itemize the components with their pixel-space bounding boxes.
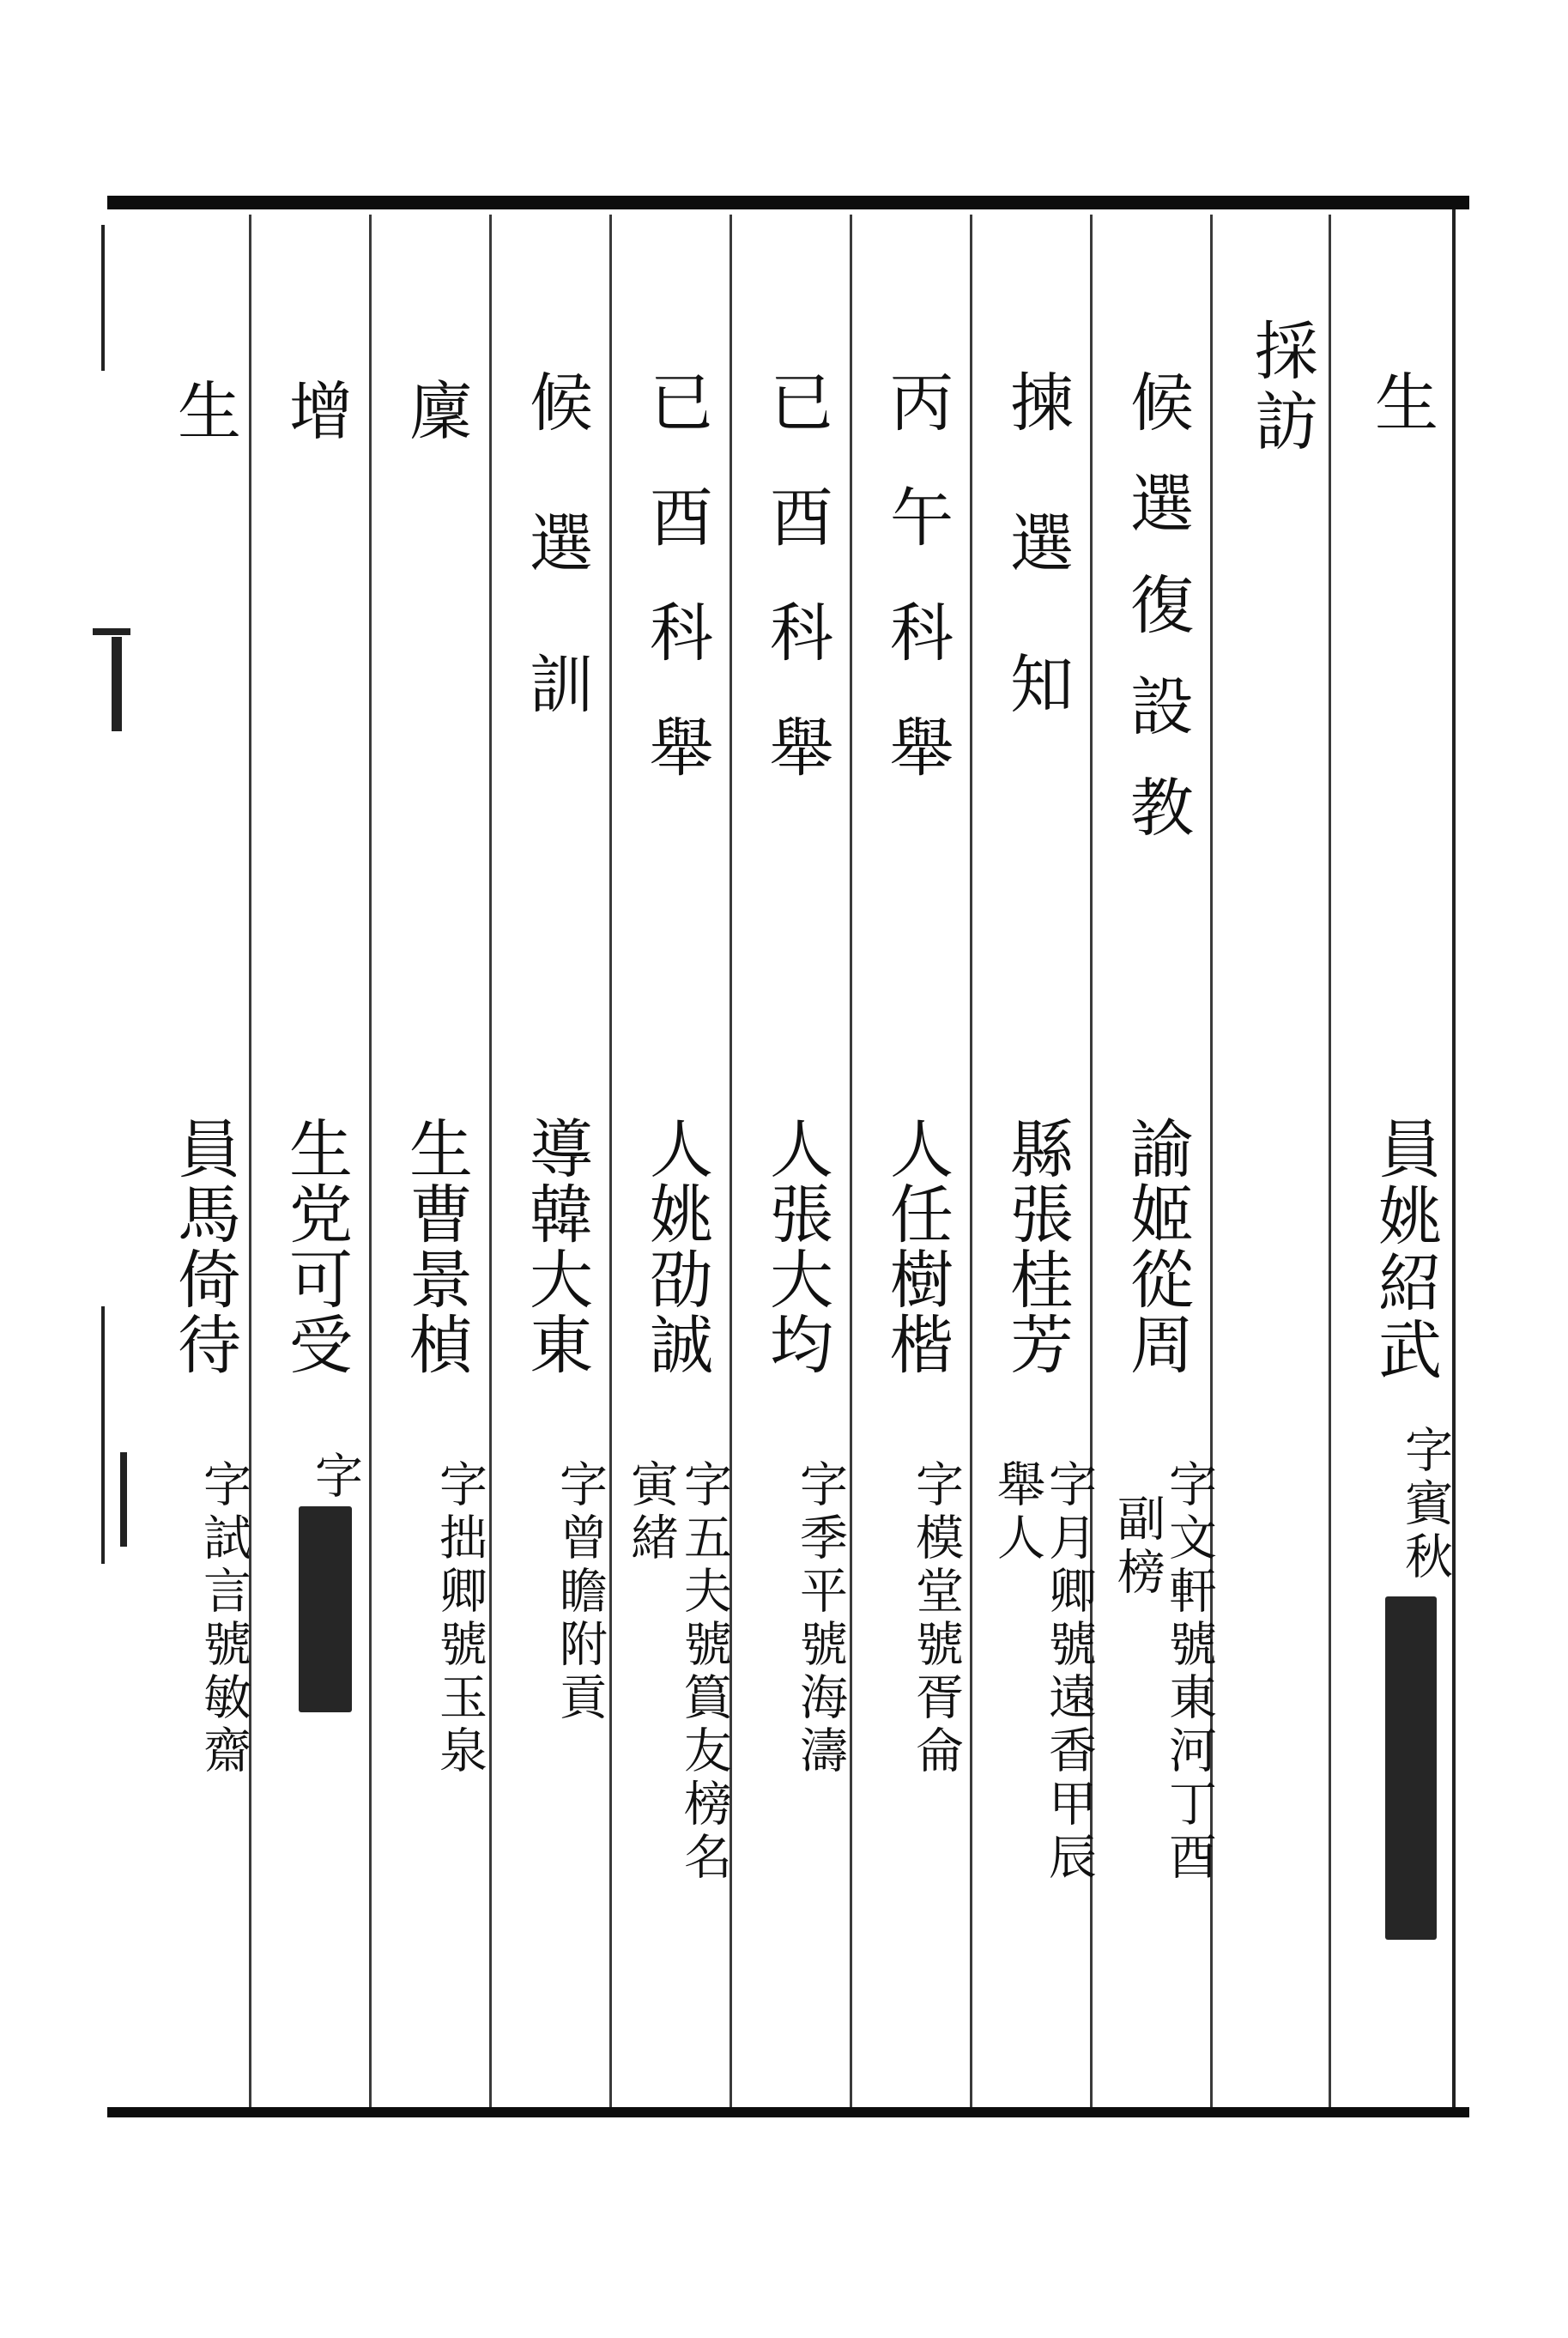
column-11-name: 員馬倚待 bbox=[167, 1116, 241, 1377]
column-7-note-a: 字五夫號篔友榜名 bbox=[676, 1459, 732, 1885]
column-3-name: 諭姬從周 bbox=[1120, 1116, 1194, 1377]
column-8-name: 導韓大東 bbox=[519, 1116, 593, 1377]
column-5-note: 字模堂號胥侖 bbox=[908, 1459, 964, 1778]
column-3-note-b: 副榜 bbox=[1110, 1493, 1165, 1600]
column-rule bbox=[489, 215, 492, 2107]
column-2-head: 採訪 bbox=[1244, 318, 1318, 458]
top-border bbox=[107, 196, 1469, 209]
column-rule bbox=[369, 215, 372, 2107]
column-rule bbox=[850, 215, 852, 2107]
column-11-note: 字試言號敏齋 bbox=[196, 1459, 251, 1778]
column-7-head: 已酉科舉 bbox=[639, 369, 713, 829]
column-1-note: 字賓秋 bbox=[1397, 1425, 1453, 1584]
column-10-name: 生党可受 bbox=[279, 1116, 353, 1377]
column-rule bbox=[609, 215, 612, 2107]
column-rule bbox=[970, 215, 972, 2107]
column-7-name: 人姚劭誠 bbox=[639, 1116, 713, 1377]
column-9-note: 字拙卿號玉泉 bbox=[432, 1459, 487, 1778]
column-3-head: 候選復設教 bbox=[1120, 369, 1194, 875]
column-1-name: 員姚紹武 bbox=[1368, 1116, 1442, 1384]
column-8-head: 候選訓 bbox=[519, 369, 593, 791]
column-6-head: 已酉科舉 bbox=[760, 369, 833, 829]
column-10-head: 增 bbox=[279, 378, 353, 443]
censored-block bbox=[299, 1506, 352, 1712]
page-margin-edge bbox=[86, 225, 146, 2079]
column-4-head: 揀選知 bbox=[1000, 369, 1074, 791]
column-10-note: 字 bbox=[307, 1451, 363, 1504]
column-rule bbox=[1329, 215, 1331, 2107]
right-border bbox=[1452, 209, 1456, 2107]
column-5-head: 丙午科舉 bbox=[880, 369, 954, 829]
column-3-note-a: 字文軒號東河丁酉 bbox=[1161, 1459, 1217, 1885]
column-7-note-b: 寅緒 bbox=[623, 1459, 679, 1566]
column-9-head: 廩 bbox=[399, 378, 473, 443]
bottom-border bbox=[107, 2107, 1469, 2117]
column-4-name: 縣張桂芳 bbox=[1000, 1116, 1074, 1377]
column-11-head: 生 bbox=[167, 378, 241, 443]
censored-block bbox=[1385, 1596, 1437, 1940]
column-5-name: 人任樹楷 bbox=[880, 1116, 954, 1377]
column-8-note: 字曾瞻附貢 bbox=[552, 1459, 608, 1725]
column-9-name: 生曹景楨 bbox=[399, 1116, 473, 1377]
column-6-note: 字季平號海濤 bbox=[792, 1459, 848, 1778]
column-1-head: 生 bbox=[1365, 369, 1438, 434]
column-6-name: 人張大均 bbox=[760, 1116, 833, 1377]
column-4-note-a: 字月卿號遠香甲辰 bbox=[1041, 1459, 1097, 1885]
column-4-note-b: 舉人 bbox=[990, 1459, 1045, 1566]
